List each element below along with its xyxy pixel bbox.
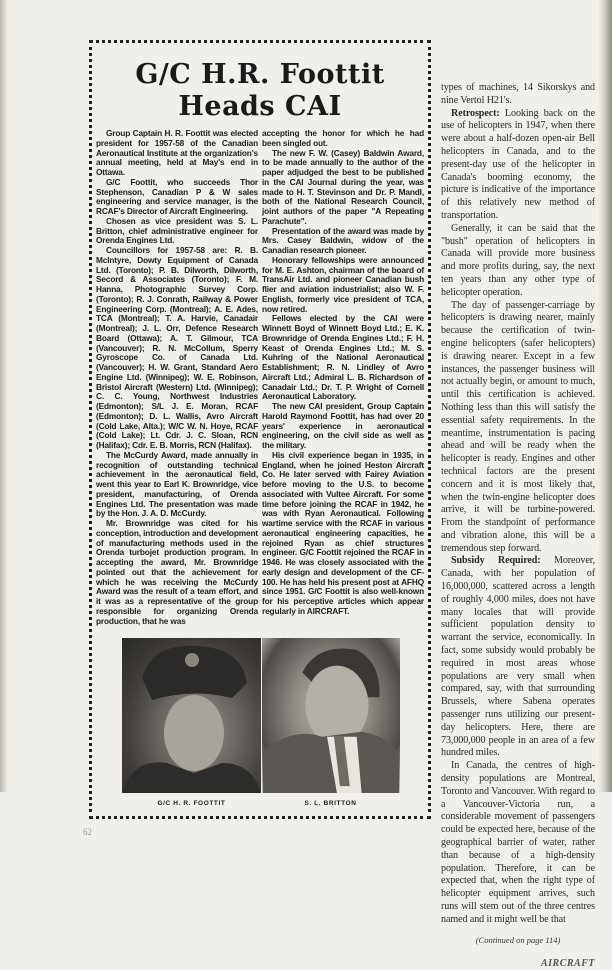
paragraph: Group Captain H. R. Foottit was elected president for 1957-58 of the Canadian Aeronautical Institute at the organization's annual meeting, held at May's end in Ottawa. (96, 128, 258, 177)
paragraph (441, 108, 595, 223)
caption-row (96, 799, 424, 808)
page-number: 62 (83, 827, 92, 837)
subhead-retrospect: Retrospect: (451, 107, 500, 119)
photo-britton (262, 638, 400, 793)
magazine-name: AIRCRAFT (540, 957, 595, 969)
paragraph: In Canada, the centres of high-density populations are Montreal, Toronto and Vancouver. With regard to a Vancouver-Victoria run, a considerable movement of passengers could be expected here, because of the geographical barrier of water, rather than because of a high-density population. Therefore, it can be expected that, when the right type of helicopter equipment arrives, such runs will stem out of the three centres named and it might well be that (441, 760, 595, 925)
paragraph: Presentation of the award was made by Mrs. Casey Baldwin, widow of the Canadian research pioneer. (262, 225, 424, 255)
subhead-subsidy: Subsidy Required: (451, 555, 541, 567)
helicopter-article-text (441, 82, 595, 927)
article-column-right (262, 129, 424, 617)
paragraph: types of machines, 14 Sikorskys and nine Vertol H21's. (441, 82, 595, 106)
photo-caption-britton: S. L. BRITTON (304, 800, 357, 808)
paragraph: Councillors for 1957-58 are: R. B. McIntyre, Dowty Equipment of Canada Ltd. (Toronto); P. B. Dilworth, Dilworth, Secord & Associates (Toronto); F. M. Hanna, Photographic Survey Corp. (Toronto); R. J. Conrath, Railway & Power Engineering Corp. (Montreal); A. E. Ades, TCA (Montreal); T. A. Harvie, Canadair (Montreal); J. L. Orr, Defence Research Board (Ottawa); A. T. Gilmour, TCA (Vancouver); R. N. McCollum, Sperry Gyroscope Co. of Canada Ltd. (Vancouver); H. W. Grant, Standard Aero Engine Ltd. (Winnipeg); W. E. Robinson, Bristol Aircraft (Western) Ltd. (Winnipeg); C. C. Young, Northwest Industries (Edmonton); S/L J. E. Moran, RCAF (Edmonton); D. L. Wallis, Avro Aircraft (Cold Lake, Alta.); W/C W. N. Hoye, RCAF (Cold Lake); Lt. Cdr. J. C. Sloan, RCN (Halifax); Cdr. E. B. Morris, RCN (Halifax). (96, 245, 258, 450)
article-title: G/C H.R. Foottit Heads CAI (135, 59, 385, 122)
helicopter-article-column (441, 82, 595, 970)
paragraph-text: Moreover, Canada, with her population of 16,000,000, scattered across a length of roughly 4,000 miles, does not have many locales that will provide sufficient population density to warrant the service, economically. In fact, some subsidy would probably be required in most areas whose populations are very small when compared, say, with that surrounding Brussels, where Sabena operates passenger runs utilizing our present-day helicopters. Here, there are 73,000,000 people in an area of a few hundred miles. (441, 555, 595, 759)
paragraph: Generally, it can be said that the "bush" operation of helicopters in Canada will provide more business and more profits during, say, the next ten years than any other type of helicopter operation. (441, 222, 595, 298)
paragraph: Chosen as vice president was S. L. Britton, chief administrative engineer for Orenda Engines Ltd. (96, 215, 258, 246)
photo-foottit (122, 638, 261, 793)
paragraph: G/C Foottit, who succeeds Thor Stephenson, Canadian P & W sales engineering and service manager, is the RCAF's Director of Aircraft Engineering. (96, 176, 258, 216)
paragraph: Mr. Brownridge was cited for his conception, introduction and development of manufacturing methods used in the Orenda turbojet production program. In accepting the award, Mr. Brownridge pointed out that the achievement for which he was receiving the McCurdy Award was the result of a team effort, and it was as a representative of the group responsible for organizing Orenda production, that he was (96, 518, 258, 626)
page-edge-shadow (0, 0, 8, 792)
paragraph: His civil experience began in 1935, in England, when he joined Heston Aircraft Co. He later served with Fairey Aviation before moving to the U.S. to become associated with Vultee Aircraft. For some time before joining the RCAF in 1942, he was with Ryan Aeronautical. Following wartime service with the RCAF in various aeronautical engineering capacities, he rejoined Ryan as chief structures engineer. G/C Foottit rejoined the RCAF in 1946. He was closely associated with the early design and development of the CF-100. He has held his present post at AFHQ since 1951. G/C Foottit is also well-known for his perceptive articles which appear regularly in AIRCRAFT. (262, 449, 424, 616)
paragraph: The new CAI president, Group Captain Harold Raymond Foottit, has had over 20 years' experience in aeronautical engineering, on the civil side as well as the military. (262, 401, 424, 450)
paragraph-text: Looking back on the use of helicopters in 1947, when there were about a half-dozen open-air Bell helicopters in Canada, and to the present-day use of the helicopter in Canada's booming economy, the picture is indicative of the importance of this relatively new method of transportation. (441, 107, 595, 221)
paragraph: The day of passenger-carriage by helicopters is drawing nearer, mainly because the certification of twin-engine helicopters (safer helicopters) is drawing nearer. Except in a few instances, the passenger business will not actually begin, or amount to much, until this certification is achieved. Nothing less than this will satisfy the essential safety requirements. In the meantime, instrumentation is pacing ahead and will be ready when the helicopter is ready. Engines and other technical factors are the present concern and it is most likely that, when the twin-engine helicopter does arrive, it will be turbine-powered. From the standpoint of performance and vibration alone, this will be a tremendous step forward. (441, 299, 595, 554)
paragraph: Honorary fellowships were announced for M. E. Ashton, chairman of the board of TransAir Ltd. and pioneer Canadian bush flier and aviation industrialist; also W. F. English, formerly vice president of TCA, now retired. (262, 254, 424, 314)
portrait-foottit-image (122, 638, 261, 793)
continued-note: (Continued on page 114) (475, 934, 561, 945)
paragraph: accepting the honor for which he had been singled out. (262, 128, 424, 148)
portrait-britton-image (262, 638, 400, 793)
article-box (89, 40, 431, 819)
photo-row (96, 638, 424, 793)
photo-caption-foottit: G/C H. R. FOOTTIT (157, 800, 226, 808)
binding-shadow (598, 0, 612, 792)
paragraph (441, 555, 595, 760)
article-column-left (96, 129, 258, 626)
paragraph: The new F. W. (Casey) Baldwin Award, to be made annually to the author of the paper adjudged the best to be published in the CAI Journal during the year, was made to H. T. Stevinson and Dr. P. Mandl, both of the National Research Council, joint authors of the paper "A Repeating Parachute". (262, 147, 424, 226)
paragraph: The McCurdy Award, made annually in recognition of outstanding technical achievement in the aeronautical field, went this year to Earl K. Brownridge, vice president, manufacturing, of Orenda Engines Ltd. The presentation was made by the Hon. J. A. D. McCurdy. (96, 449, 258, 519)
paragraph: Fellows elected by the CAI were Winnett Boyd of Winnett Boyd Ltd.; E. K. Brownridge of Orenda Engines Ltd.; F. H. Keast of Orenda Engines Ltd.; M. S. Kuhring of the National Aeronautical Establishment; R. N. Lindley of Avro Aircraft Ltd.; Admiral L. B. Richardson of Canadair Ltd.; Dr. T. P. Wright of Cornell Aeronautical Laboratory. (262, 313, 424, 402)
article-columns (96, 129, 424, 626)
